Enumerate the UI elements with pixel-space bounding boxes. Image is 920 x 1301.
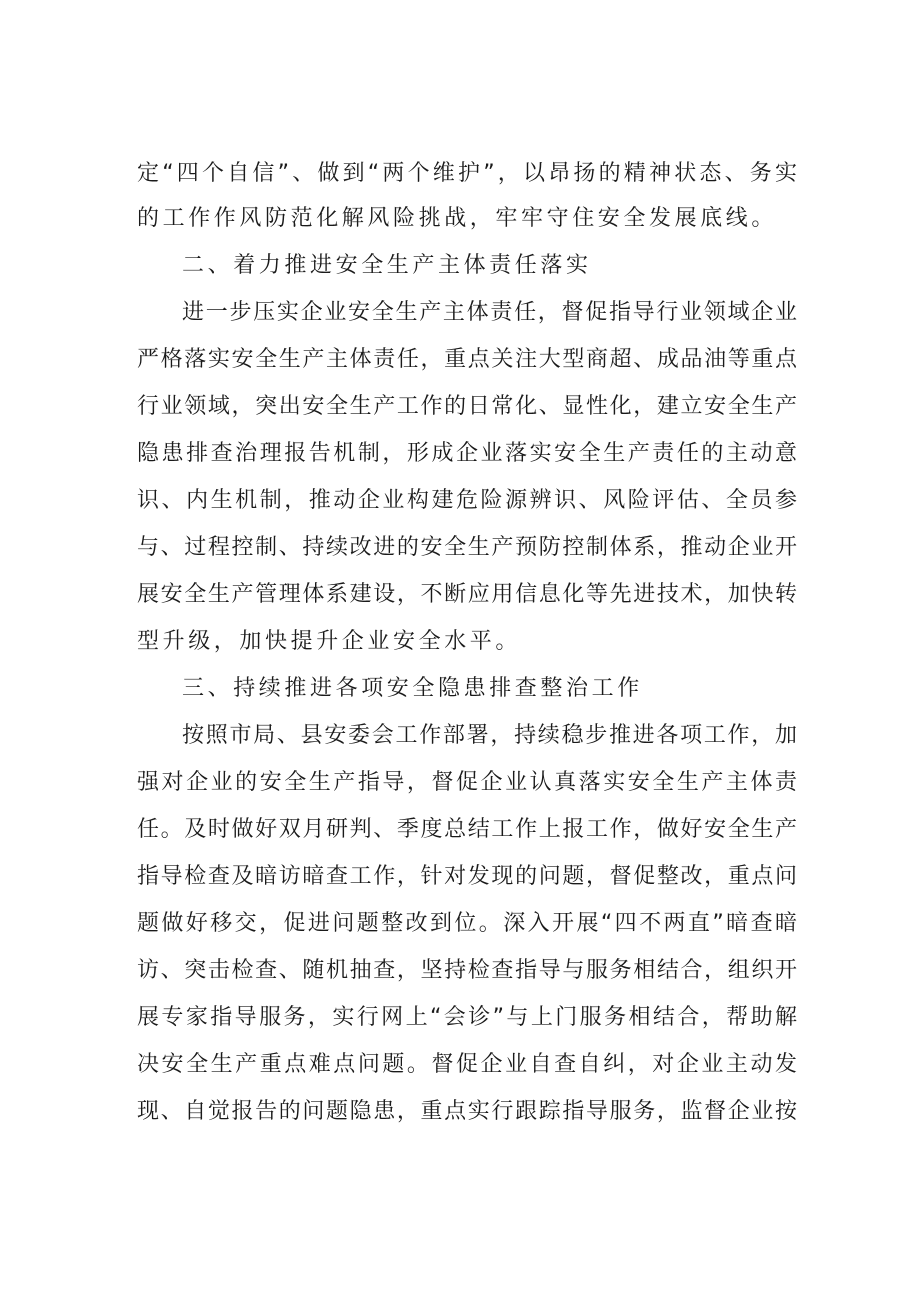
body-text-line: 访、突击检查、随机抽查，坚持检查指导与服务相结合，组织开 [137, 958, 797, 983]
body-text-line: 按照市局、县安委会工作部署，持续稳步推进各项工作，加 [182, 723, 797, 748]
body-text-line: 展安全生产管理体系建设，不断应用信息化等先进技术，加快转 [137, 582, 797, 607]
body-text-line: 现、自觉报告的问题隐患，重点实行跟踪指导服务，监督企业按 [137, 1099, 797, 1124]
section-heading: 二、着力推进安全生产主体责任落实 [182, 253, 592, 278]
body-text-line: 严格落实安全生产主体责任，重点关注大型商超、成品油等重点 [137, 347, 797, 372]
body-text-line: 识、内生机制，推动企业构建危险源辨识、风险评估、全员参 [137, 488, 797, 513]
body-text-line: 题做好移交，促进问题整改到位。深入开展“四不两直”暗查暗 [137, 911, 797, 936]
body-text-line: 的工作作风防范化解风险挑战，牢牢守住安全发展底线。 [137, 206, 778, 231]
body-text-line: 强对企业的安全生产指导，督促企业认真落实安全生产主体责 [137, 770, 797, 795]
body-text-line: 型升级，加快提升企业安全水平。 [137, 629, 522, 654]
body-text-line: 决安全生产重点难点问题。督促企业自查自纠，对企业主动发 [137, 1052, 797, 1077]
body-text-line: 行业领域，突出安全生产工作的日常化、显性化，建立安全生产 [137, 394, 797, 419]
body-text-line: 隐患排查治理报告机制，形成企业落实安全生产责任的主动意 [137, 441, 797, 466]
body-text-line: 展专家指导服务，实行网上“会诊”与上门服务相结合，帮助解 [137, 1005, 797, 1030]
body-text-line: 与、过程控制、持续改进的安全生产预防控制体系，推动企业开 [137, 535, 797, 560]
section-heading: 三、持续推进各项安全隐患排查整治工作 [182, 676, 643, 701]
body-text-line: 定“四个自信”、做到“两个维护”，以昂扬的精神状态、务实 [137, 161, 797, 186]
body-text-line: 任。及时做好双月研判、季度总结工作上报工作，做好安全生产 [137, 817, 797, 842]
body-text-line: 进一步压实企业安全生产主体责任，督促指导行业领域企业 [182, 300, 797, 325]
body-text-line: 指导检查及暗访暗查工作，针对发现的问题，督促整改，重点问 [137, 864, 797, 889]
